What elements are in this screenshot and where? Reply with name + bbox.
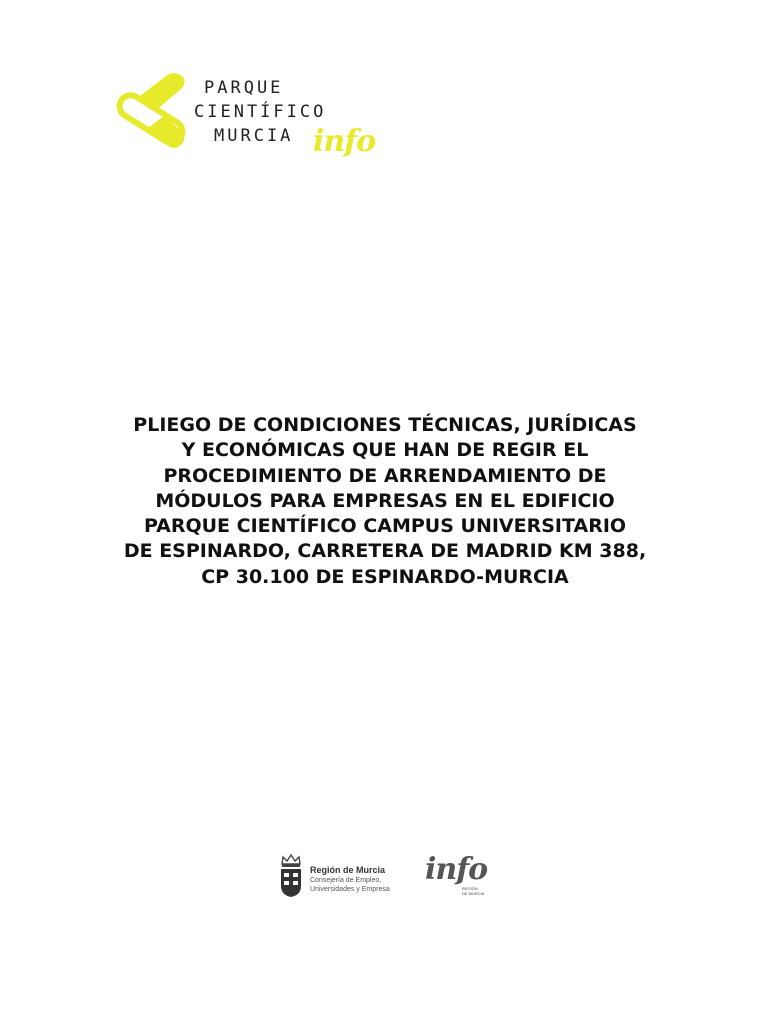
- footer-info-logo: [425, 852, 488, 896]
- parque-cientifico-mark-icon: [108, 70, 208, 154]
- footer-info-subtitle: [462, 886, 484, 896]
- title-line: CP 30.100 DE ESPINARDO-MURCIA: [201, 565, 569, 588]
- logo-word-cientifico: CIENTÍFICO: [194, 102, 327, 122]
- region-department-line-2: Universidades y Empresa: [310, 886, 390, 893]
- logo-info-script: info: [313, 124, 376, 159]
- title-line: Y ECONÓMICAS QUE HAN DE REGIR EL: [181, 439, 589, 462]
- footer-info-sub-line-1: REGIÓN: [462, 886, 478, 891]
- title-line: MÓDULOS PARA EMPRESAS EN EL EDIFICIO: [155, 489, 615, 512]
- footer-logos: [270, 848, 510, 904]
- title-line: DE ESPINARDO, CARRETERA DE MADRID KM 388,: [123, 540, 647, 563]
- title-line: PARQUE CIENTÍFICO CAMPUS UNIVERSITARIO: [143, 515, 627, 538]
- logo-word-murcia: MURCIA: [214, 126, 294, 146]
- region-name: Región de Murcia: [310, 865, 386, 875]
- document-title: [95, 413, 675, 590]
- region-murcia-emblem-icon: [278, 852, 304, 898]
- region-department-line-1: Consejería de Empleo,: [310, 877, 382, 884]
- logo-word-parque: PARQUE: [204, 78, 284, 98]
- footer-info-script: info: [425, 852, 488, 887]
- region-murcia-text: [310, 865, 390, 894]
- title-line: PROCEDIMIENTO DE ARRENDAMIENTO DE: [163, 464, 607, 487]
- footer-info-sub-line-2: DE MURCIA: [462, 891, 485, 896]
- title-line: PLIEGO DE CONDICIONES TÉCNICAS, JURÍDICAS: [133, 414, 637, 436]
- parque-cientifico-logo: [108, 70, 376, 170]
